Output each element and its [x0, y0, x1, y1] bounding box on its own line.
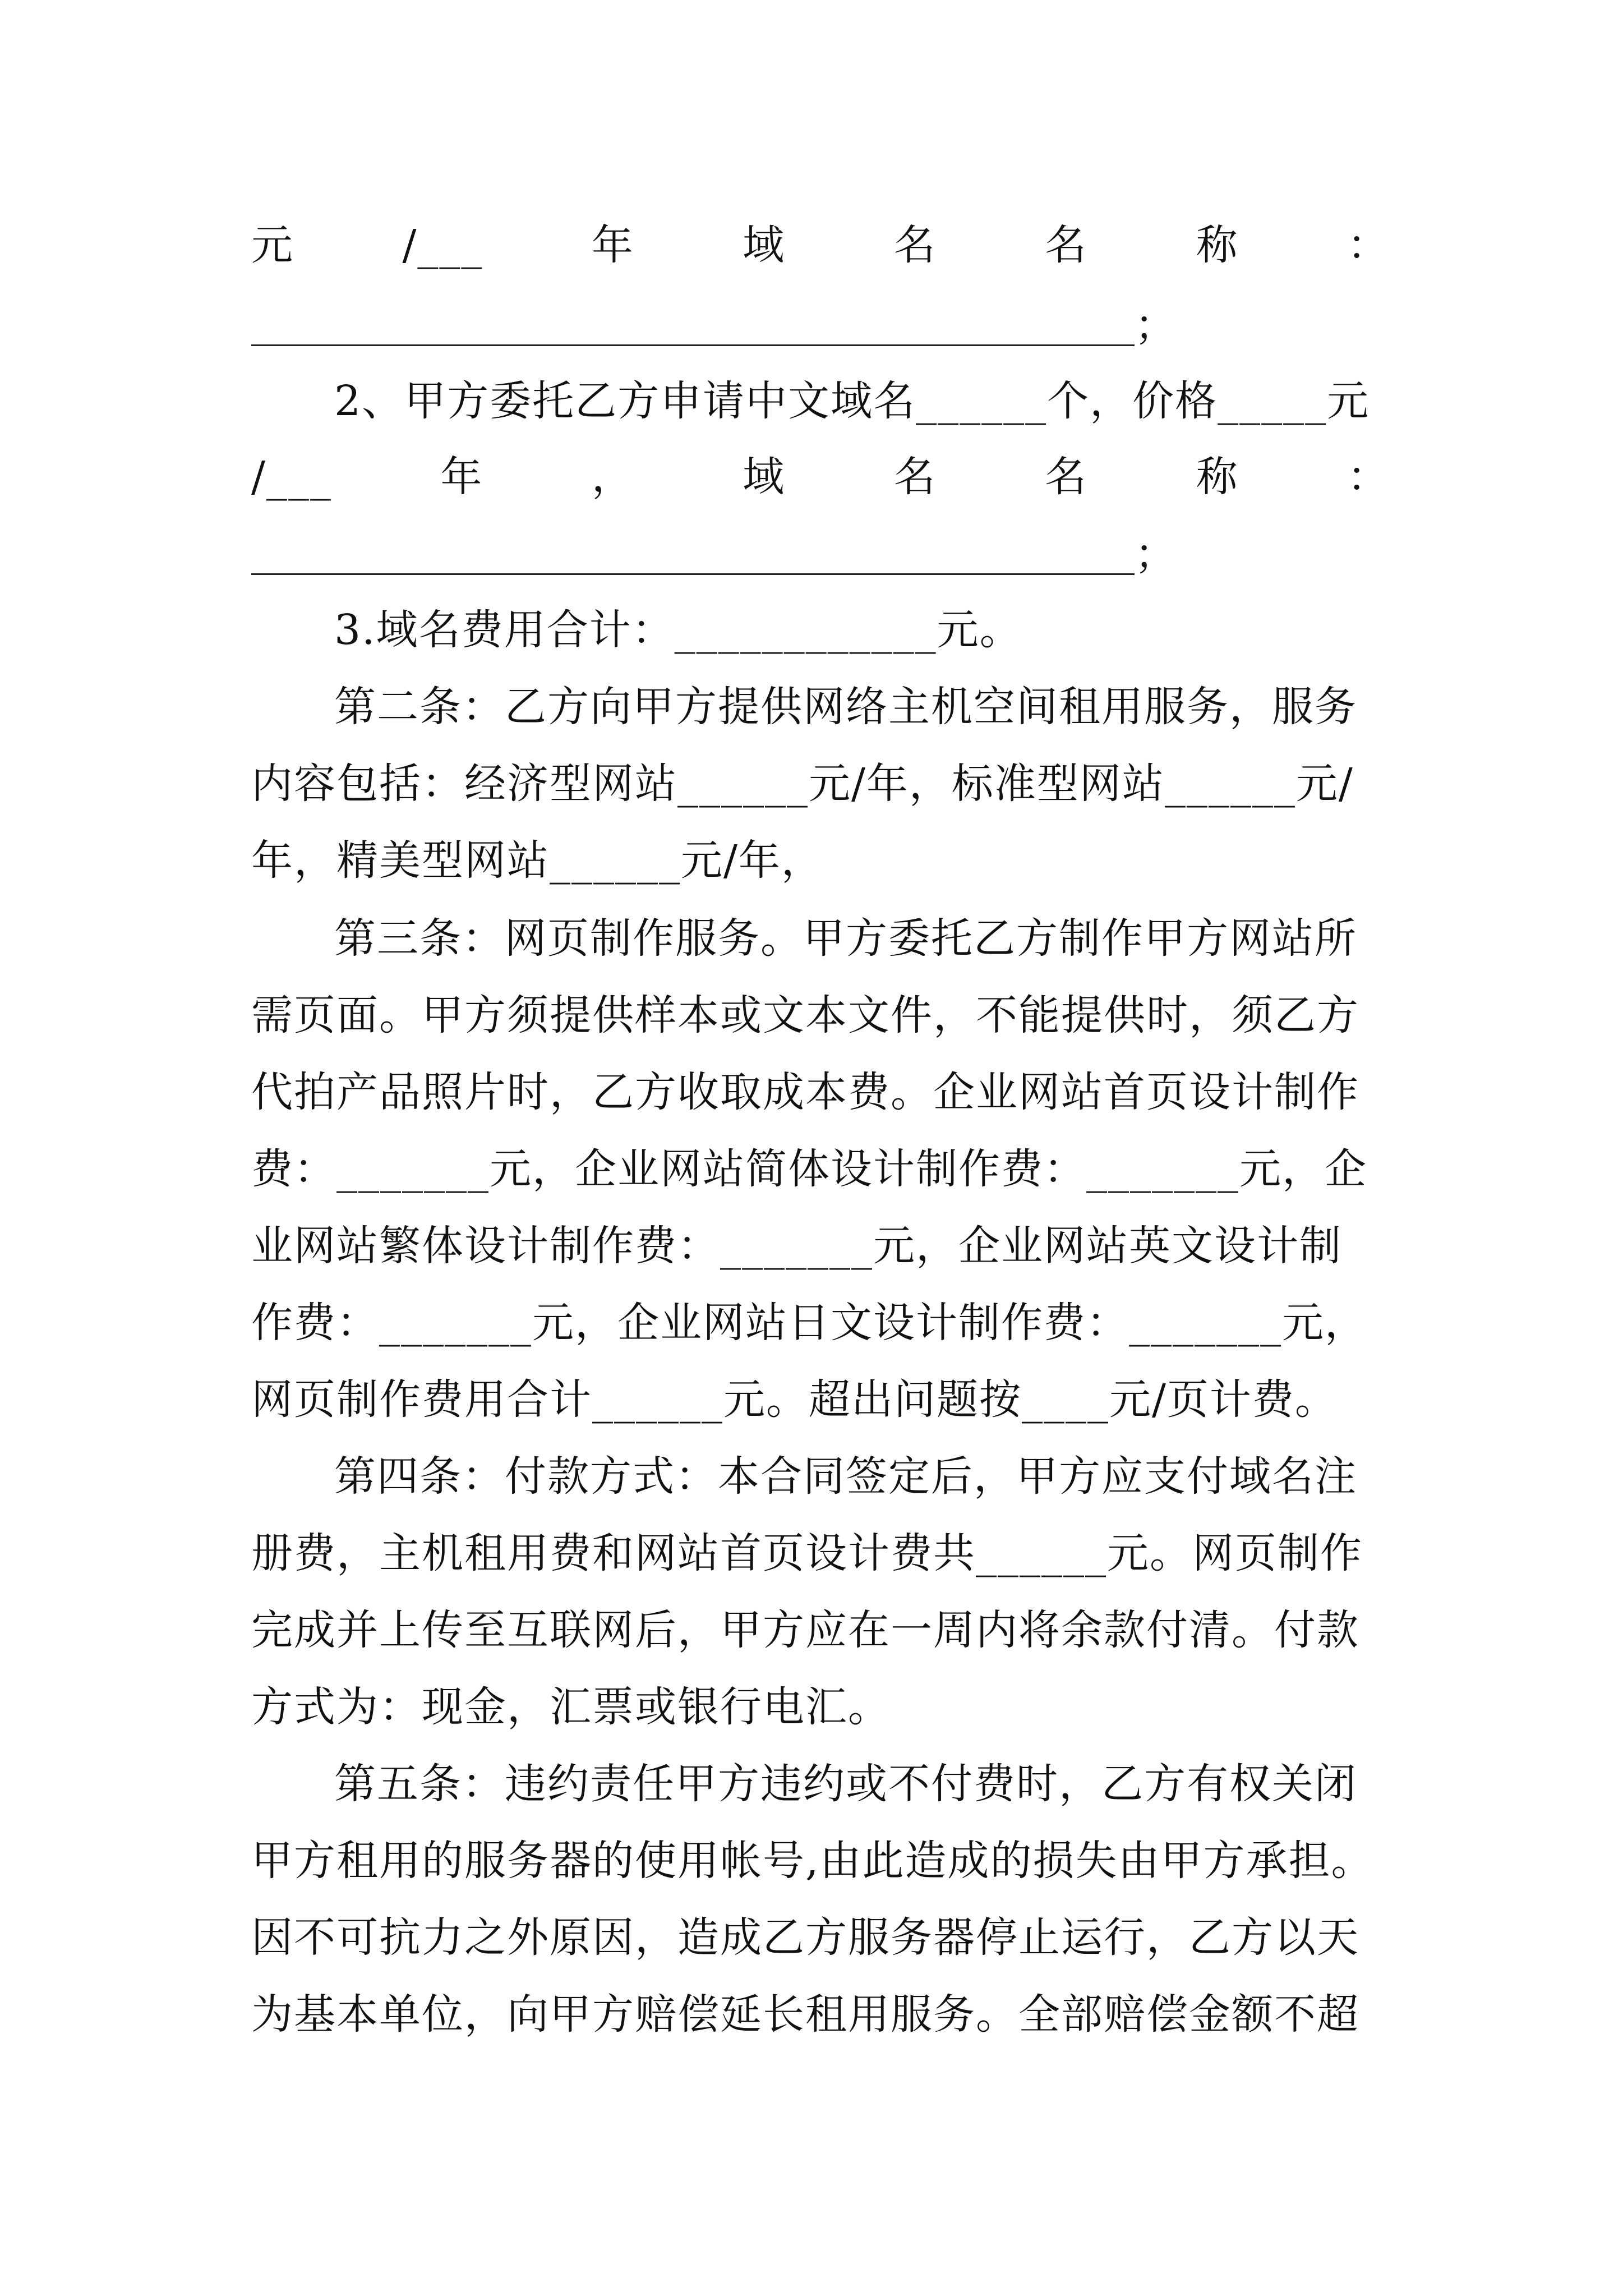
text-fragment: 域	[743, 221, 786, 269]
paragraph-line: 费：_______元，企业网站简体设计制作费：_______元，企	[251, 1145, 1367, 1193]
paragraph-line: 因不可抗力之外原因，造成乙方服务器停止运行，乙方以天	[251, 1913, 1359, 1962]
text-fragment: ，	[591, 453, 634, 501]
paragraph-line: 第三条：网页制作服务。甲方委托乙方制作甲方网站所	[334, 914, 1357, 963]
paragraph-line: 完成并上传至互联网后，甲方应在一周内将余款付清。付款	[251, 1606, 1359, 1654]
text-fragment: 名	[1045, 453, 1088, 501]
text-fragment: ：	[1347, 221, 1390, 269]
paragraph-line: 第五条：违约责任甲方违约或不付费时，乙方有权关闭	[334, 1760, 1357, 1808]
text-fragment: 称	[1196, 221, 1239, 269]
article-3-line	[251, 905, 1390, 972]
paragraph-line: 甲方租用的服务器的使用帐号,由此造成的损失由甲方承担。	[251, 1837, 1374, 1885]
article-3-line	[251, 1135, 1390, 1203]
article-3-line	[251, 1212, 1390, 1280]
text-fragment: /___	[251, 453, 332, 501]
paragraph-line: 方式为：现金，汇票或银行电汇。	[251, 1683, 891, 1731]
clause-1-total	[251, 596, 1390, 664]
article-3-line	[251, 1059, 1390, 1126]
article-3-line	[251, 982, 1390, 1049]
article-5-line	[251, 1981, 1390, 2048]
paragraph-line: 第四条：付款方式：本合同签定后，甲方应支付域名注	[334, 1452, 1357, 1501]
article-4-line	[251, 1520, 1390, 1587]
paragraph-line: 3.域名费用合计：____________元。	[334, 606, 1022, 654]
paragraph-line: 年，精美型网站______元/年，	[251, 836, 824, 885]
line-end-punct: ；	[1135, 530, 1177, 578]
paragraph-line: 为基本单位，向甲方赔偿延长租用服务。全部赔偿金额不超	[251, 1990, 1359, 2039]
domain-name-blank-1	[251, 292, 1390, 359]
article-3-line	[251, 1366, 1390, 1433]
paragraph-line: 需页面。甲方须提供样本或文本文件，不能提供时，须乙方	[251, 991, 1359, 1039]
paragraph-line: 第二条：乙方向甲方提供网络主机空间租用服务，服务	[334, 683, 1357, 731]
article-2-line	[251, 750, 1390, 817]
domain-name-blank-2	[251, 521, 1390, 588]
text-fragment: 域	[743, 453, 786, 501]
text-fragment: /___	[402, 221, 483, 269]
paragraph-line: 册费，主机租用费和网站首页设计费共______元。网页制作	[251, 1529, 1363, 1577]
text-fragment: ：	[1347, 453, 1390, 501]
article-4-line	[251, 1673, 1390, 1741]
line-end-punct: ；	[1135, 301, 1177, 349]
fill-in-blank	[251, 534, 1135, 575]
text-fragment: 元	[251, 221, 294, 269]
paragraph-line: 代拍产品照片时，乙方收取成本费。企业网站首页设计制作	[251, 1068, 1359, 1116]
domain-name-line-2	[251, 443, 1390, 510]
article-5-line	[251, 1827, 1390, 1894]
article-5-line	[251, 1904, 1390, 1971]
article-2-line	[251, 673, 1390, 740]
paragraph-line: 内容包括：经济型网站______元/年，标准型网站______元/	[251, 760, 1354, 808]
article-5-line	[251, 1750, 1390, 1818]
text-fragment: 名	[1045, 221, 1088, 269]
fill-in-blank	[251, 305, 1135, 346]
clause-1-item-2	[251, 367, 1390, 435]
text-fragment: 名	[893, 221, 937, 269]
paragraph-line: 作费：_______元，企业网站日文设计制作费：_______元，	[251, 1299, 1367, 1347]
paragraph-line: 网页制作费用合计______元。超出问题按____元/页计费。	[251, 1375, 1338, 1424]
text-fragment: 名	[893, 453, 937, 501]
paragraph-line: 2、甲方委托乙方申请中文域名______个，价格_____元	[334, 377, 1370, 425]
article-3-line	[251, 1289, 1390, 1356]
text-fragment: 称	[1196, 453, 1239, 501]
text-fragment: 年	[591, 221, 634, 269]
article-4-line	[251, 1443, 1390, 1510]
article-4-line	[251, 1596, 1390, 1664]
article-2-line	[251, 827, 1390, 894]
text-fragment: 年	[440, 453, 483, 501]
domain-name-line-1	[251, 211, 1390, 279]
paragraph-line: 业网站繁体设计制作费：_______元，企业网站英文设计制	[251, 1222, 1342, 1270]
